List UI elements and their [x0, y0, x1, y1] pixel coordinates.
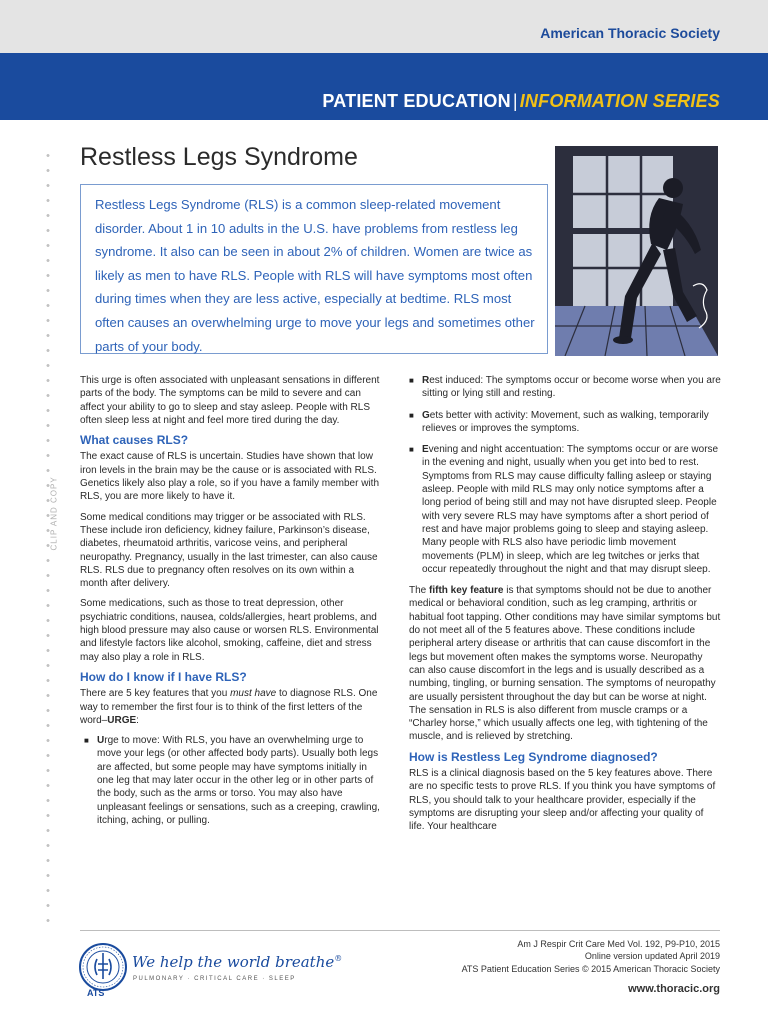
series-title	[322, 91, 720, 112]
organization-name: American Thoracic Society	[540, 25, 720, 41]
thoracic-website-link[interactable]: www.thoracic.org	[628, 983, 720, 995]
bullet-gets-better	[409, 409, 721, 436]
bullet-evening	[409, 443, 721, 576]
footer-subtagline: PULMONARY · CRITICAL CARE · SLEEP	[133, 976, 296, 982]
paragraph-medical-conditions: Some medical conditions may trigger or be associated with RLS. These include iron deficiency, kidney failure, Parkinson’s disease, diabetes, rheumatoid arthritis, varicose veins, and peripheral neuropathy. Pregnancy, usually in the last trimester, can also cause RLS. RLS due to pregnancy often resolves on its own within a month after delivery.	[80, 511, 378, 590]
citation-copyright: ATS Patient Education Series © 2015 American Thoracic Society	[461, 963, 720, 974]
left-column	[80, 374, 382, 835]
citation-block	[420, 938, 720, 975]
footer-divider	[80, 930, 720, 931]
citation-journal: Am J Respir Crit Care Med Vol. 192, P9-P10, 2015	[517, 939, 720, 949]
bullet-evening-text: vening and night accentuation: The symptoms occur or are worse in the evening and night, usually when you get into bed to rest. Symptoms from RLS may cause difficulty falling asleep or staying asleep. People with mild RLS may only notice symptoms after a long period of being still and may not have disrupted sleep. People with very severe RLS may have symptoms after a short period of rest and have major problems going to sleep and staying asleep. Many people with RLS also have periodic limb movement movements (PLM) in sleep, which are leg twitches or jerks that occur repeatedly throughout the night and that may disrupt sleep.	[422, 444, 719, 575]
paragraph-cause-uncertain: The exact cause of RLS is uncertain. Studies have shown that low iron levels in the brain may be the cause or is associated with RLS. Genetics likely also play a role, so if you have a family member with RLS, you are more likely to have it.	[80, 451, 380, 503]
clip-and-copy-label: CLIP AND COPY	[49, 476, 59, 551]
page-title: Restless Legs Syndrome	[80, 143, 358, 171]
tagline-text: We help the world breathe	[132, 953, 335, 971]
heading-how-do-i-know: How do I know if I have RLS?	[80, 669, 247, 684]
ats-logo-text: ATS	[87, 988, 105, 998]
right-column	[409, 374, 721, 841]
heading-what-causes: What causes RLS?	[80, 433, 189, 448]
paragraph-fifth-feature	[409, 584, 721, 744]
key-features-text-b: to diagnose RLS. One way to remember the first four is to think of the first letters of the word–	[80, 688, 378, 726]
bullet-evening-letter: E	[422, 444, 429, 456]
footer-tagline	[132, 953, 342, 971]
trademark-symbol: ®	[334, 954, 343, 963]
bullet-gets-letter: G	[422, 409, 430, 421]
series-separator: |	[512, 91, 518, 111]
restless-person-illustration	[555, 146, 718, 356]
citation-updated: Online version updated April 2019	[584, 951, 720, 962]
heading-how-diagnosed: How is Restless Leg Syndrome diagnosed?	[409, 749, 658, 764]
intro-text: Restless Legs Syndrome (RLS) is a common sleep-related movement disorder. About 1 in 10 adults in the U.S. have problems from restless leg syndrome. It also can be seen in about 2% of children. Women are twice as likely as men to have RLS. People with RLS will have symptoms most often during times when they are less active, especially at bedtime. RLS most often causes an overwhelming urge to move your legs and sometimes other parts of your body.	[95, 197, 535, 354]
bullet-urge	[84, 734, 382, 827]
bullet-urge-letter: U	[97, 735, 105, 747]
key-features-text-a: There are 5 key features that you	[80, 688, 231, 700]
bullet-rest-text: est induced: The symptoms occur or become worse when you are sitting or lying still and resting.	[422, 375, 721, 400]
paragraph-urge-association: This urge is often associated with unpleasant sensations in different parts of the body. The symptoms can be mild to severe and can affect your ability to go to sleep and stay asleep. People with RLS often sleep less at night and feel more tired during the day.	[80, 375, 380, 426]
fifth-feature-bold: fifth key feature	[429, 585, 504, 597]
bullet-gets-text: ets better with activity: Movement, such as walking, temporarily relieves or improves the symptoms.	[422, 409, 709, 434]
series-information: INFORMATION SERIES	[519, 91, 720, 111]
bullet-rest	[409, 374, 721, 401]
ats-seal-logo	[78, 942, 128, 992]
key-features-urge-word: URGE	[107, 714, 137, 726]
intro-box	[80, 184, 548, 354]
bullet-rest-letter: R	[422, 375, 430, 386]
paragraph-medications: Some medications, such as those to treat depression, other psychiatric conditions, nausea, colds/allergies, heart problems, and high blood pressure may also cause or worsen RLS. Environmental and lifestyle factors like alcohol, smoking, caffeine, diet and stress may also play a role in RLS.	[80, 598, 379, 663]
paragraph-key-features	[80, 687, 382, 727]
key-features-colon: :	[136, 714, 139, 726]
ats-seal-svg	[78, 942, 128, 992]
fifth-feature-text-b: is that symptoms should not be due to another medical or behavioral condition, such as leg cramping, arthritis or habitual foot tapping. Other conditions may have similar symptoms but do not meet all of the 5 features above. These conditions include peripheral artery disease or arthritis that can cause discomfort in the legs but movement often makes the symptoms worse. Neuropathy can also cause discomfort in the legs and is usually described as a numbing, tingling, or burning sensation. The symptoms of neuropathy are usually persistent throughout the day but can be worse at night. The sensation in RLS is also different from muscle cramps or a “Charley horse,” which usually affects one leg, with tightening of the muscle, and is relieved by stretching.	[409, 585, 721, 743]
fifth-feature-text-a: The	[409, 585, 430, 597]
illustration-svg	[555, 146, 718, 356]
bullet-urge-text: rge to move: With RLS, you have an overwhelming urge to move your legs (or other affected body parts). Usually both legs are affected, but some people may have symptoms initially in one leg that may later occur in the other leg or in other parts of the body, such as the arms or torso. You may also have unpleasant feelings or sensations, such as a creeping, crawling, itching, aching, or pulling.	[97, 735, 380, 826]
paragraph-diagnosis: RLS is a clinical diagnosis based on the 5 key features above. There are no specific tests to prove RLS. If you think you have symptoms of RLS, you should talk to your healthcare provider, especially if the symptoms are disrupting your sleep and/or affecting your quality of life. Your healthcare	[409, 768, 716, 833]
key-features-must-have: must have	[230, 688, 277, 700]
series-patient-education: PATIENT EDUCATION	[322, 91, 511, 111]
